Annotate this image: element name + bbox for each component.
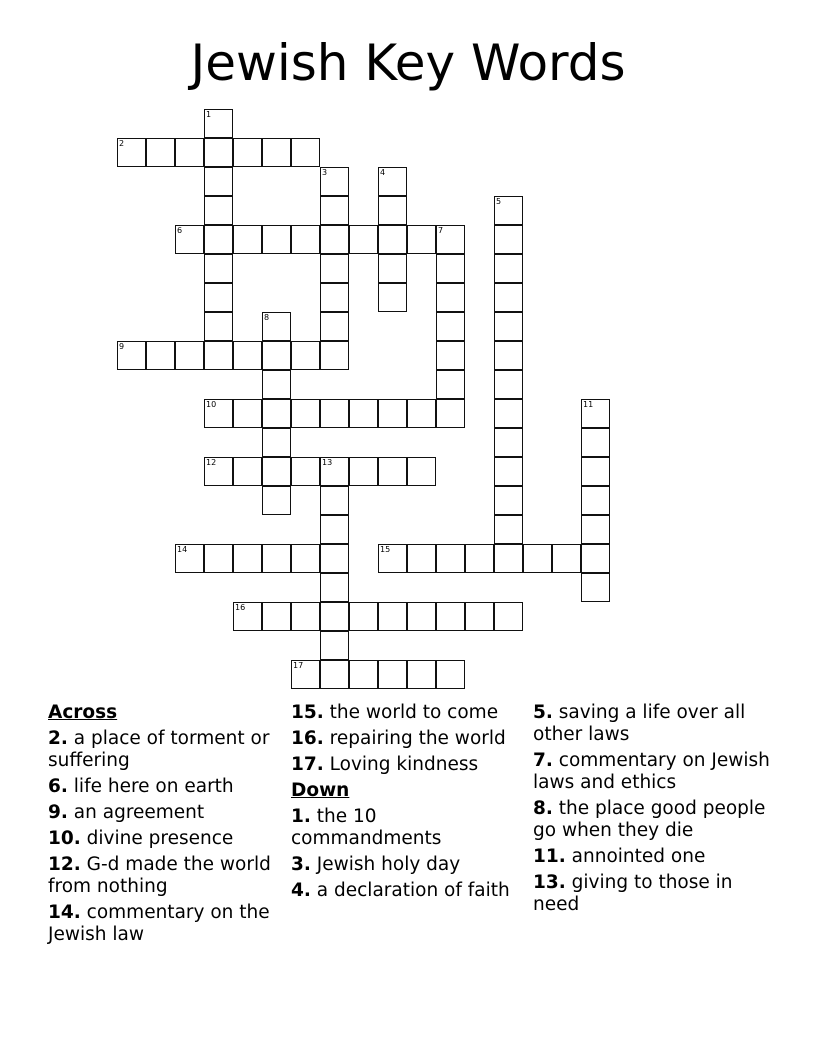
clue-number: 3: [322, 168, 328, 177]
grid-cell[interactable]: [407, 544, 436, 573]
across-heading: Across: [48, 702, 118, 723]
grid-cell[interactable]: [552, 544, 581, 573]
grid-cell[interactable]: [494, 515, 523, 544]
grid-cell[interactable]: [436, 341, 465, 370]
grid-cell[interactable]: [407, 399, 436, 428]
grid-cell[interactable]: [494, 196, 523, 225]
clue-down-3: 3. Jewish holy day: [291, 854, 461, 875]
clue-across-16: 16. repairing the world: [291, 728, 506, 749]
grid-cell[interactable]: [581, 399, 610, 428]
grid-cell[interactable]: [465, 544, 494, 573]
grid-cell[interactable]: [436, 370, 465, 399]
grid-cell[interactable]: [262, 312, 291, 341]
grid-cell[interactable]: [494, 486, 523, 515]
grid-cell[interactable]: [349, 660, 378, 689]
grid-cell[interactable]: [378, 399, 407, 428]
clue-number: 6: [177, 226, 183, 235]
grid-cell[interactable]: [291, 544, 320, 573]
grid-cell[interactable]: [320, 573, 349, 602]
grid-cell[interactable]: [436, 225, 465, 254]
grid-cell[interactable]: [233, 457, 262, 486]
grid-cell[interactable]: [262, 138, 291, 167]
grid-cell[interactable]: [291, 602, 320, 631]
clue-number: 8: [264, 313, 270, 322]
grid-cell[interactable]: [320, 457, 349, 486]
grid-cell[interactable]: [262, 399, 291, 428]
grid-cell[interactable]: [494, 399, 523, 428]
grid-cell[interactable]: [175, 341, 204, 370]
grid-cell[interactable]: [204, 138, 233, 167]
grid-cell[interactable]: [436, 544, 465, 573]
puzzle-title: Jewish Key Words: [190, 34, 626, 92]
grid-cell[interactable]: [291, 660, 320, 689]
grid-cell[interactable]: [175, 225, 204, 254]
clue-down-7: 7. commentary on Jewish laws and ethics: [533, 750, 770, 793]
grid-cell[interactable]: [320, 167, 349, 196]
grid-cell[interactable]: [407, 602, 436, 631]
grid-cell[interactable]: [494, 225, 523, 254]
grid-cell[interactable]: [233, 138, 262, 167]
grid-cell[interactable]: [436, 602, 465, 631]
clue-number: 9: [119, 342, 125, 351]
grid-cell[interactable]: [117, 341, 146, 370]
grid-cell[interactable]: [262, 544, 291, 573]
grid-cell[interactable]: [581, 515, 610, 544]
grid-cell[interactable]: [378, 544, 407, 573]
grid-cell[interactable]: [436, 254, 465, 283]
clue-number: 10: [206, 400, 217, 409]
grid-cell[interactable]: [378, 225, 407, 254]
grid-cell[interactable]: [204, 341, 233, 370]
grid-cell[interactable]: [378, 602, 407, 631]
grid-cell[interactable]: [494, 544, 523, 573]
clue-number: 17: [293, 661, 304, 670]
clue-down-1: 1. the 10 commandments: [291, 806, 442, 849]
grid-cell[interactable]: [378, 196, 407, 225]
grid-cell[interactable]: [204, 399, 233, 428]
grid-cell[interactable]: [204, 457, 233, 486]
grid-cell[interactable]: [436, 312, 465, 341]
grid-cell[interactable]: [233, 602, 262, 631]
clue-down-11: 11. annointed one: [533, 846, 706, 867]
grid-cell[interactable]: [407, 225, 436, 254]
grid-cell[interactable]: [320, 631, 349, 660]
grid-cell[interactable]: [436, 399, 465, 428]
grid-cell[interactable]: [349, 225, 378, 254]
grid-cell[interactable]: [436, 283, 465, 312]
grid-cell[interactable]: [494, 370, 523, 399]
clue-across-2: 2. a place of torment or suffering: [48, 728, 270, 771]
grid-cell[interactable]: [465, 602, 494, 631]
clue-number: 13: [322, 458, 333, 467]
clue-number: 1: [206, 110, 212, 119]
grid-cell[interactable]: [494, 602, 523, 631]
grid-cell[interactable]: [320, 312, 349, 341]
grid-cell[interactable]: [320, 602, 349, 631]
clue-number: 14: [177, 545, 188, 554]
grid-cell[interactable]: [291, 399, 320, 428]
clues-column-1: [48, 702, 280, 950]
grid-cell[interactable]: [523, 544, 552, 573]
clues-column-2: [291, 702, 523, 906]
grid-cell[interactable]: [291, 457, 320, 486]
clue-number: 7: [438, 226, 444, 235]
clue-across-14: 14. commentary on the Jewish law: [48, 902, 270, 945]
grid-cell[interactable]: [291, 138, 320, 167]
clue-across-9: 9. an agreement: [48, 802, 205, 823]
grid-cell[interactable]: [494, 341, 523, 370]
grid-cell[interactable]: [233, 225, 262, 254]
grid-cell[interactable]: [262, 370, 291, 399]
grid-cell[interactable]: [349, 457, 378, 486]
clue-down-4: 4. a declaration of faith: [291, 880, 510, 901]
clue-across-6: 6. life here on earth: [48, 776, 234, 797]
grid-cell[interactable]: [378, 283, 407, 312]
grid-cell[interactable]: [320, 254, 349, 283]
grid-cell[interactable]: [407, 457, 436, 486]
grid-cell[interactable]: [204, 225, 233, 254]
grid-cell[interactable]: [204, 312, 233, 341]
clue-number: 11: [583, 400, 594, 409]
grid-cell[interactable]: [320, 341, 349, 370]
grid-cell[interactable]: [262, 457, 291, 486]
grid-cell[interactable]: [320, 515, 349, 544]
grid-cell[interactable]: [494, 428, 523, 457]
grid-cell[interactable]: [204, 283, 233, 312]
grid-cell[interactable]: [494, 283, 523, 312]
grid-cell[interactable]: [204, 544, 233, 573]
grid-cell[interactable]: [146, 341, 175, 370]
grid-cell[interactable]: [233, 341, 262, 370]
clue-number: 15: [380, 545, 391, 554]
grid-cell[interactable]: [320, 486, 349, 515]
grid-cell[interactable]: [349, 399, 378, 428]
grid-cell[interactable]: [494, 457, 523, 486]
clue-across-10: 10. divine presence: [48, 828, 234, 849]
grid-cell[interactable]: [204, 254, 233, 283]
grid-cell[interactable]: [436, 660, 465, 689]
grid-cell[interactable]: [233, 544, 262, 573]
grid-cell[interactable]: [175, 544, 204, 573]
grid-cell[interactable]: [262, 602, 291, 631]
grid-cell[interactable]: [494, 254, 523, 283]
down-heading: Down: [291, 780, 350, 801]
clue-down-13: 13. giving to those in need: [533, 872, 733, 915]
grid-cell[interactable]: [320, 283, 349, 312]
clue-number: 16: [235, 603, 246, 612]
grid-cell[interactable]: [175, 138, 204, 167]
grid-cell[interactable]: [262, 225, 291, 254]
grid-cell[interactable]: [320, 225, 349, 254]
grid-cell[interactable]: [146, 138, 175, 167]
clue-across-12: 12. G-d made the world from nothing: [48, 854, 271, 897]
grid-cell[interactable]: [581, 486, 610, 515]
grid-cell[interactable]: [262, 341, 291, 370]
grid-cell[interactable]: [378, 167, 407, 196]
grid-cell[interactable]: [291, 225, 320, 254]
grid-cell[interactable]: [581, 544, 610, 573]
clue-down-8: 8. the place good people go when they die: [533, 798, 766, 841]
clue-number: 12: [206, 458, 217, 467]
grid-cell[interactable]: [581, 573, 610, 602]
grid-cell[interactable]: [378, 254, 407, 283]
grid-cell[interactable]: [262, 486, 291, 515]
grid-cell[interactable]: [233, 399, 262, 428]
grid-cell[interactable]: [494, 312, 523, 341]
clue-number: 4: [380, 168, 386, 177]
grid-cell[interactable]: [204, 109, 233, 138]
clue-number: 5: [496, 197, 502, 206]
grid-cell[interactable]: [117, 138, 146, 167]
grid-cell[interactable]: [262, 428, 291, 457]
grid-cell[interactable]: [320, 660, 349, 689]
grid-cell[interactable]: [204, 196, 233, 225]
clue-number: 2: [119, 139, 125, 148]
grid-cell[interactable]: [320, 544, 349, 573]
grid-cell[interactable]: [581, 428, 610, 457]
clue-across-17: 17. Loving kindness: [291, 754, 479, 775]
grid-cell[interactable]: [291, 341, 320, 370]
clues-column-3: [533, 702, 773, 920]
grid-cell[interactable]: [204, 167, 233, 196]
grid-cell[interactable]: [407, 660, 436, 689]
grid-cell[interactable]: [581, 457, 610, 486]
grid-cell[interactable]: [378, 457, 407, 486]
grid-cell[interactable]: [320, 399, 349, 428]
clue-down-5: 5. saving a life over all other laws: [533, 702, 746, 745]
grid-cell[interactable]: [349, 602, 378, 631]
clue-across-15: 15. the world to come: [291, 702, 499, 723]
grid-cell[interactable]: [320, 196, 349, 225]
grid-cell[interactable]: [378, 660, 407, 689]
